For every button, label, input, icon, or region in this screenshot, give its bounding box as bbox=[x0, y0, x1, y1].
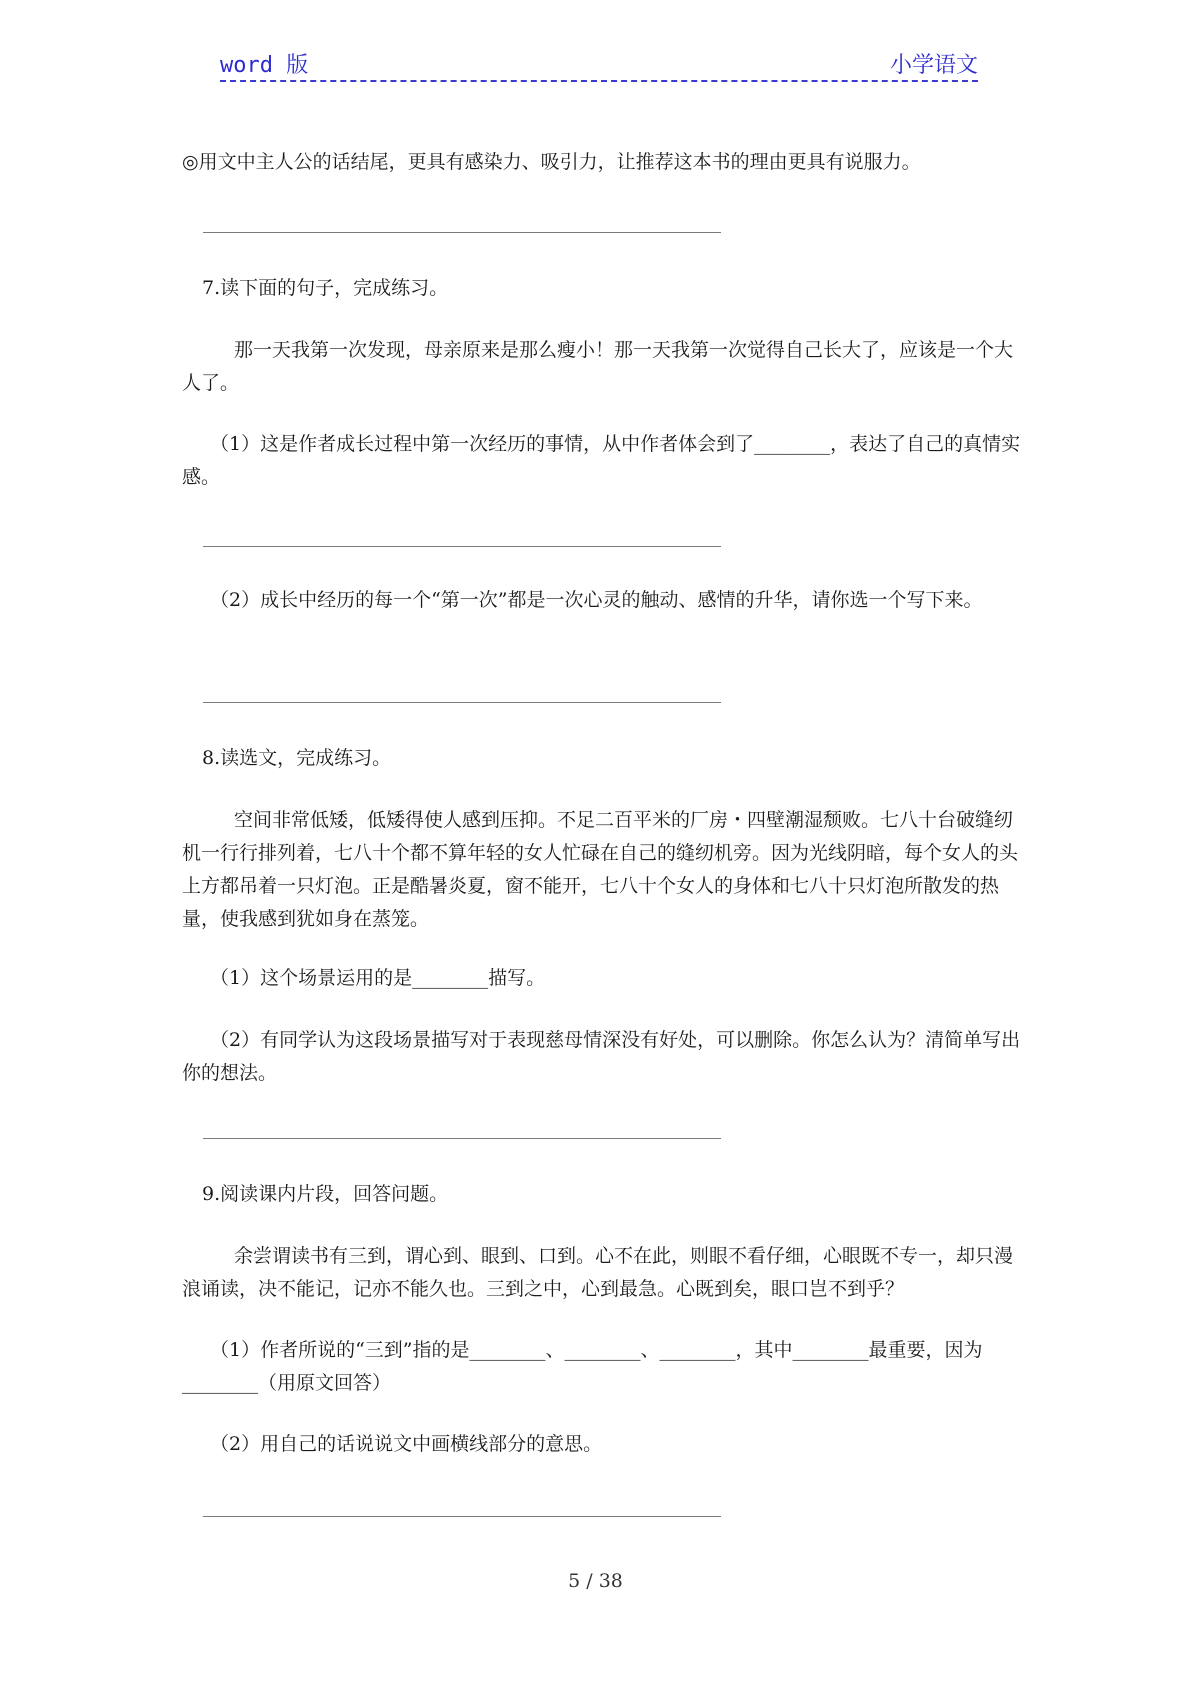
question-8-part-2: （2）有同学认为这段场景描写对于表现慈母情深没有好处，可以删除。你怎么认为？清简单写出你的想法。 bbox=[182, 1029, 1021, 1084]
answer-line bbox=[203, 546, 721, 547]
question-9-passage: 余尝谓读书有三到，谓心到、眼到、口到。心不在此，则眼不看仔细，心眼既不专一，却只漫浪诵读，决不能记，记亦不能久也。三到之中，心到最急。心既到矣，眼口岂不到乎？ bbox=[182, 1245, 1014, 1300]
question-9-part-2: （2）用自己的话说说文中画横线部分的意思。 bbox=[210, 1433, 603, 1455]
answer-line bbox=[203, 702, 721, 703]
question-9-part-1: （1）作者所说的“三到”指的是________、________、________，其中________最重要，因为________（用原文回答） bbox=[182, 1339, 983, 1394]
question-7-passage: 那一天我第一次发现，母亲原来是那么瘦小！那一天我第一次觉得自己长大了，应该是一个大人了。 bbox=[182, 339, 1014, 394]
question-8-passage: 空间非常低矮，低矮得使人感到压抑。不足二百平米的厂房・四壁潮湿颓败。七八十台破缝纫机一行行排列着，七八十个都不算年轻的女人忙碌在自己的缝纫机旁。因为光线阴暗，每个女人的头上方都吊着一只灯泡。正是酷暑炎夏，窗不能开，七八十个女人的身体和七八十只灯泡所散发的热量，使我感到犹如身在蒸笼。 bbox=[182, 809, 1019, 930]
header-right-label: 小学语文 bbox=[889, 53, 978, 78]
page-header bbox=[220, 46, 978, 82]
page-number: 5 / 38 bbox=[568, 1570, 623, 1592]
summary-text: ◎用文中主人公的话结尾，更具有感染力、吸引力，让推荐这本书的理由更具有说服力。 bbox=[182, 151, 921, 173]
question-9-title: 9.阅读课内片段，回答问题。 bbox=[202, 1183, 449, 1205]
header-left-label: word 版 bbox=[220, 53, 309, 78]
answer-line bbox=[203, 1516, 721, 1517]
question-7-part-2: （2）成长中经历的每一个“第一次”都是一次心灵的触动、感情的升华，请你选一个写下来。 bbox=[210, 589, 983, 611]
question-8-part-1: （1）这个场景运用的是________描写。 bbox=[210, 967, 546, 989]
question-7-title: 7.读下面的句子，完成练习。 bbox=[202, 277, 449, 299]
question-7-part-1: （1）这是作者成长过程中第一次经历的事情，从中作者体会到了________，表达了自己的真情实感。 bbox=[182, 433, 1021, 488]
answer-line bbox=[203, 232, 721, 233]
question-8-title: 8.读选文，完成练习。 bbox=[202, 747, 392, 769]
answer-line bbox=[203, 1138, 721, 1139]
